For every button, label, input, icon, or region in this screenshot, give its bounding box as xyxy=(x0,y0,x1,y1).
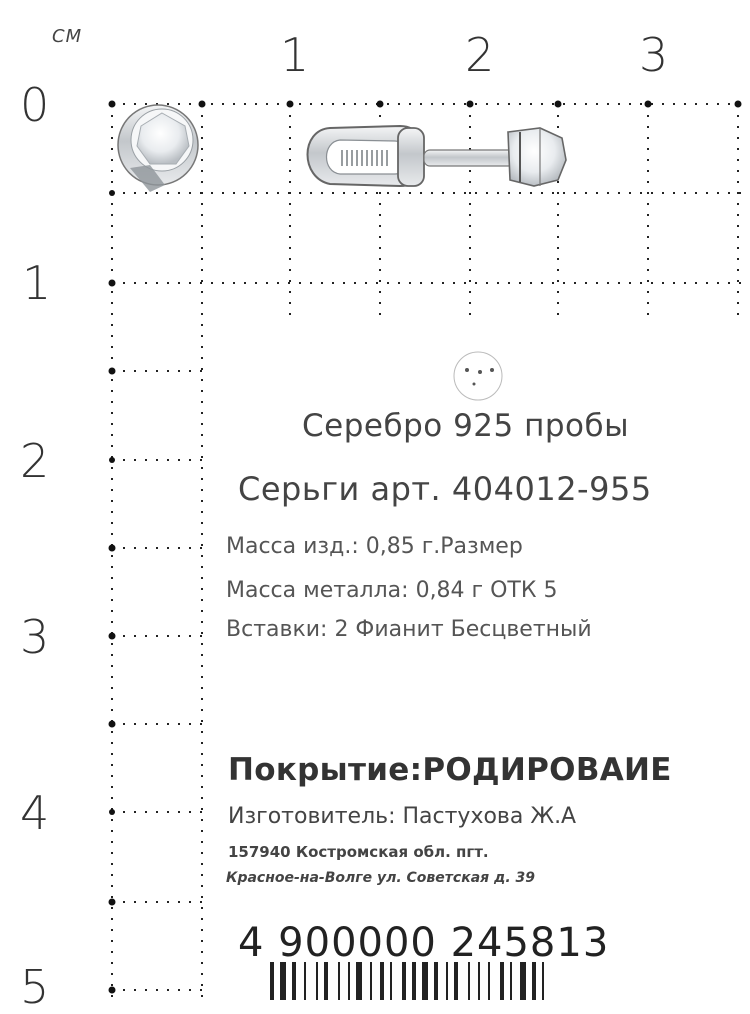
barcode-bar xyxy=(488,962,490,1000)
ruler-left-label-3: 3 xyxy=(20,610,50,664)
barcode-bar xyxy=(468,962,470,1000)
ruler-left-label-2: 2 xyxy=(20,434,50,488)
ruler-left-label-4: 4 xyxy=(20,786,50,840)
ruler-left-label-5: 5 xyxy=(20,960,50,1014)
tag-hole xyxy=(454,352,502,400)
tag-title: Серебро 925 пробы xyxy=(302,408,630,444)
tag-metal-line: Масса металла: 0,84 г ОТК 5 xyxy=(226,578,558,603)
ruler-top-label-2: 2 xyxy=(465,28,495,82)
barcode-bar xyxy=(356,962,362,1000)
ruler-left-label-0: 0 xyxy=(20,78,50,132)
tag-article: Серьги арт. 404012-955 xyxy=(238,470,652,508)
barcode-bar xyxy=(446,962,448,1000)
barcode-bar xyxy=(338,962,340,1000)
barcode-number: 4 900000 245813 xyxy=(238,920,610,966)
barcode-bar xyxy=(434,962,438,1000)
barcode-bar xyxy=(316,962,318,1000)
barcode-bar xyxy=(510,962,512,1000)
tag-manufacturer: Изготовитель: Пастухова Ж.А xyxy=(228,804,577,829)
barcode-bar xyxy=(324,962,328,1000)
barcode-bar xyxy=(402,962,406,1000)
ruler-left-label-1: 1 xyxy=(22,256,52,310)
barcode-bar xyxy=(304,962,306,1000)
tag-address-line1: 157940 Костромская обл. пгт. xyxy=(228,843,489,861)
barcode xyxy=(270,962,544,1000)
barcode-bar xyxy=(380,962,384,1000)
tag-inserts-line: Вставки: 2 Фианит Бесцветный xyxy=(226,617,592,642)
barcode-bar xyxy=(292,962,296,1000)
barcode-bar xyxy=(542,962,544,1000)
barcode-bar xyxy=(520,962,526,1000)
tag-weight-line: Масса изд.: 0,85 г.Размер xyxy=(226,534,523,559)
earring-stud-front xyxy=(118,105,198,192)
tag-coating: Покрытие:РОДИРОВАИЕ xyxy=(228,752,672,788)
barcode-bar xyxy=(390,962,392,1000)
barcode-bar xyxy=(270,962,274,1000)
barcode-bar xyxy=(532,962,536,1000)
ruler-top-label-3: 3 xyxy=(639,28,669,82)
barcode-bar xyxy=(422,962,428,1000)
barcode-bar xyxy=(478,962,480,1000)
barcode-bar xyxy=(412,962,416,1000)
ruler-top-label-1: 1 xyxy=(280,28,310,82)
tag-address-line2: Красное-на-Волге ул. Советская д. 39 xyxy=(226,870,535,886)
barcode-bar xyxy=(370,962,372,1000)
ruler-unit-label: СМ xyxy=(52,26,83,47)
barcode-bar xyxy=(348,962,350,1000)
barcode-bar xyxy=(500,962,504,1000)
earring-screw-back xyxy=(308,126,567,186)
barcode-bar xyxy=(280,962,286,1000)
barcode-bar xyxy=(454,962,458,1000)
